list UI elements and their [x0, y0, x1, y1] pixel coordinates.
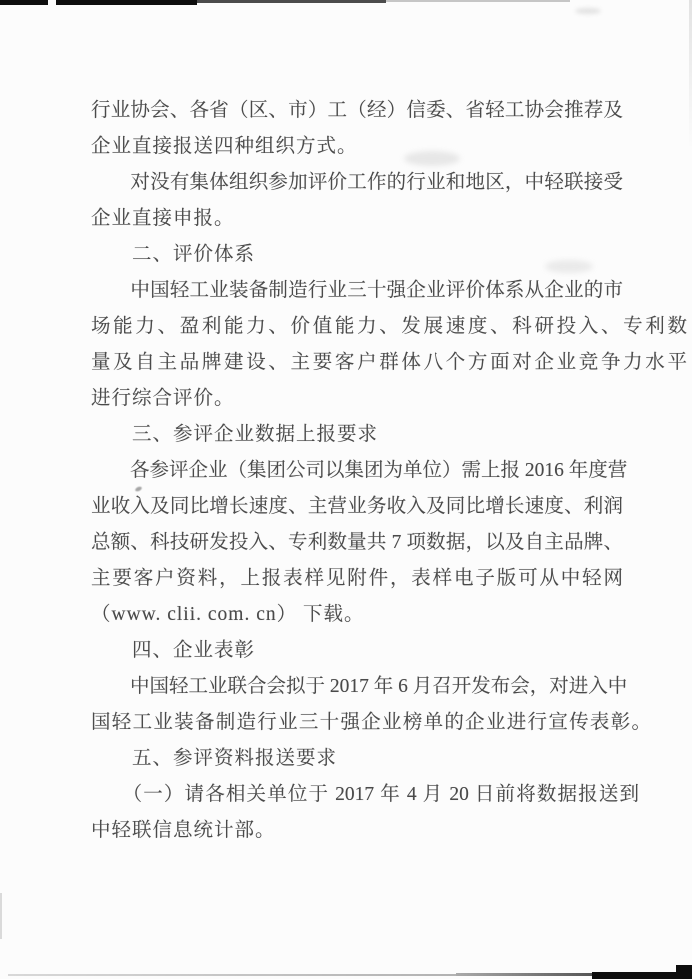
scan-edge-bottom-right-corner	[676, 965, 692, 979]
text-line: 中国轻工业装备制造行业三十强企业评价体系从企业的市	[91, 280, 623, 301]
section-heading-line: 四、企业表彰	[91, 640, 256, 661]
text-line: 总额、科技研发投入、专利数量共 7 项数据，以及自主品牌、	[91, 532, 623, 553]
text-line: 国轻工业装备制造行业三十强企业榜单的企业进行宣传表彰。	[91, 712, 651, 733]
text-line: 主要客户资料，上报表样见附件，表样电子版可从中轻网	[91, 568, 623, 589]
section-heading-line: 二、评价体系	[91, 244, 256, 265]
text-line: （www. clii. com. cn） 下载。	[91, 604, 365, 625]
scan-edge-left	[0, 893, 2, 939]
section-heading-line: 五、参评资料报送要求	[91, 748, 338, 769]
text-line: 对没有集体组织参加评价工作的行业和地区，中轻联接受	[91, 172, 623, 193]
text-line: 行业协会、各省（区、市）工（经）信委、省轻工协会推荐及	[91, 100, 623, 121]
scan-edge-top-dark	[0, 0, 197, 5]
section-heading-line: 三、参评企业数据上报要求	[91, 424, 379, 445]
text-line: 中轻联信息统计部。	[91, 820, 276, 841]
text-line: 中国轻工业联合会拟于 2017 年 6 月召开发布会，对进入中	[91, 676, 628, 697]
scan-smudge	[575, 8, 601, 14]
scan-edge-top-notch	[48, 0, 56, 5]
scan-edge-bottom-mid	[456, 973, 592, 976]
text-line: 量及自主品牌建设、主要客户群体八个方面对企业竞争力水平	[91, 352, 687, 373]
text-line: 企业直接申报。	[91, 208, 235, 229]
text-line: 各参评企业（集团公司以集团为单位）需上报 2016 年度营	[91, 460, 628, 481]
text-line: 企业直接报送四种组织方式。	[91, 136, 358, 157]
text-line: 业收入及同比增长速度、主营业务收入及同比增长速度、利润	[91, 496, 623, 517]
scan-edge-top-mid	[197, 0, 386, 3]
text-line: （一）请各相关单位于 2017 年 4 月 20 日前将数据报送到	[91, 784, 639, 805]
text-line: 场能力、盈利能力、价值能力、发展速度、科研投入、专利数	[91, 316, 687, 337]
scan-edge-bottom-light	[8, 974, 456, 976]
scan-edge-top-light	[386, 0, 570, 2]
text-line: 进行综合评价。	[91, 388, 235, 409]
document-text	[91, 93, 692, 849]
